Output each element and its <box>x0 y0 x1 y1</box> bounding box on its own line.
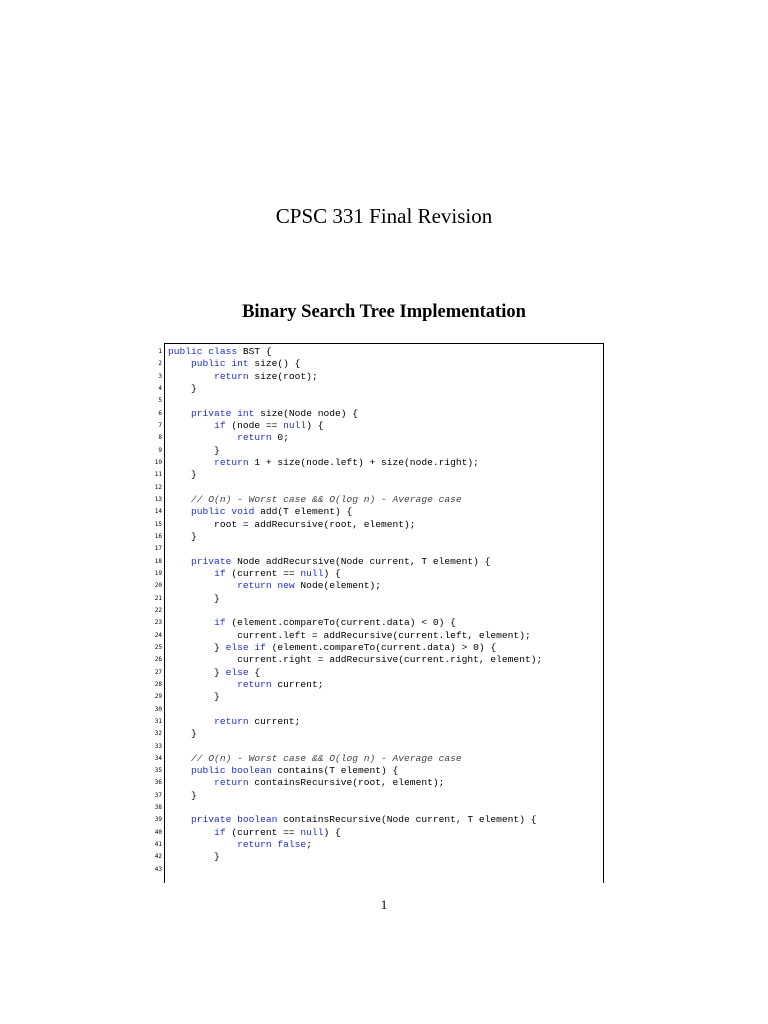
code-text: (current == <box>225 567 301 579</box>
line-number: 40 <box>154 828 162 836</box>
line-number: 19 <box>154 569 162 577</box>
line-number: 29 <box>154 693 162 701</box>
code-keyword: return <box>214 456 249 468</box>
code-text: } <box>168 382 197 394</box>
code-text: } <box>168 691 220 703</box>
code-text <box>168 358 191 369</box>
code-text: add(T element) { <box>254 506 353 518</box>
code-line <box>168 617 604 629</box>
code-text: BST { <box>237 346 272 357</box>
code-keyword: return <box>237 432 272 444</box>
line-number: 25 <box>154 643 162 651</box>
line-number: 24 <box>154 631 162 639</box>
line-number: 39 <box>154 816 162 824</box>
code-text: } <box>168 666 226 678</box>
code-keyword: else if <box>225 641 266 653</box>
code-keyword: return new <box>237 580 295 592</box>
code-comment: // O(n) - Worst case && O(log n) - Average case <box>191 493 462 505</box>
line-number: 10 <box>154 458 162 466</box>
line-number: 27 <box>154 668 162 676</box>
line-number-gutter <box>132 346 162 876</box>
code-text: (element.compareTo(current.data) < 0) { <box>225 617 456 629</box>
code-line <box>168 469 604 481</box>
code-line <box>168 346 604 358</box>
code-text <box>168 408 191 419</box>
code-keyword: return <box>237 678 272 690</box>
code-line <box>168 814 604 826</box>
code-line <box>168 494 604 506</box>
line-number: 9 <box>158 446 162 454</box>
code-line <box>168 716 604 728</box>
line-number: 37 <box>154 791 162 799</box>
line-number: 28 <box>154 680 162 688</box>
code-text: Node(element); <box>294 580 382 592</box>
code-keyword: private <box>191 555 232 567</box>
code-line <box>168 753 604 765</box>
code-line <box>168 741 604 753</box>
line-number: 22 <box>154 606 162 614</box>
code-line <box>168 358 604 370</box>
code-text <box>168 679 237 690</box>
code-text <box>168 617 214 628</box>
code-line <box>168 777 604 789</box>
code-line <box>168 864 604 876</box>
line-number: 30 <box>154 705 162 713</box>
page-number: 1 <box>380 897 388 912</box>
code-line <box>168 605 604 617</box>
line-number: 5 <box>158 397 162 405</box>
code-text: } <box>168 530 197 542</box>
code-text <box>168 506 191 517</box>
code-line <box>168 395 604 407</box>
code-text <box>168 827 214 838</box>
line-number: 2 <box>158 360 162 368</box>
code-keyword: return <box>214 715 249 727</box>
code-line <box>168 580 604 592</box>
code-text: ) { <box>323 567 341 579</box>
line-number: 43 <box>154 865 162 873</box>
code-text: current; <box>271 678 324 690</box>
line-number: 11 <box>154 471 162 479</box>
code-keyword: private boolean <box>191 814 278 826</box>
code-listing <box>168 346 604 876</box>
code-text <box>168 568 214 579</box>
code-line <box>168 765 604 777</box>
line-number: 4 <box>158 384 162 392</box>
code-keyword: return <box>214 777 249 789</box>
code-text: (current == <box>225 826 301 838</box>
section-title: Binary Search Tree Implementation <box>242 302 526 322</box>
code-line <box>168 482 604 494</box>
code-line <box>168 851 604 863</box>
code-text <box>168 457 214 468</box>
line-number: 34 <box>154 754 162 762</box>
code-line <box>168 654 604 666</box>
line-number: 20 <box>154 582 162 590</box>
code-line <box>168 630 604 642</box>
code-line <box>168 371 604 383</box>
code-keyword: else <box>225 666 249 678</box>
code-comment: // O(n) - Worst case && O(log n) - Average case <box>191 752 462 764</box>
line-number: 7 <box>158 421 162 429</box>
code-line <box>168 679 604 691</box>
code-text: } <box>168 641 226 653</box>
code-text <box>168 716 214 727</box>
code-line <box>168 642 604 654</box>
code-line <box>168 691 604 703</box>
code-text: root = addRecursive(root, element); <box>168 518 416 530</box>
code-line <box>168 445 604 457</box>
line-number: 3 <box>158 372 162 380</box>
code-text <box>168 839 237 850</box>
code-text: ; <box>306 839 312 851</box>
code-line <box>168 568 604 580</box>
code-text: (element.compareTo(current.data) > 0) { <box>265 641 497 653</box>
code-text: current.right = addRecursive(current.right, element); <box>168 654 543 666</box>
code-text <box>168 777 214 788</box>
code-keyword: if <box>214 419 226 431</box>
code-line <box>168 519 604 531</box>
code-keyword: if <box>214 567 226 579</box>
code-line <box>168 839 604 851</box>
code-text: (node == <box>225 419 284 431</box>
code-line <box>168 593 604 605</box>
code-line <box>168 802 604 814</box>
code-text: size(Node node) { <box>254 407 359 419</box>
code-text <box>168 556 191 567</box>
code-text: containsRecursive(root, element); <box>248 777 445 789</box>
line-number: 33 <box>154 742 162 750</box>
code-keyword: private int <box>191 407 255 419</box>
code-keyword: if <box>214 617 226 629</box>
code-keyword: return <box>214 370 249 382</box>
code-line <box>168 531 604 543</box>
line-number: 42 <box>154 853 162 861</box>
code-text: containsRecursive(Node current, T element) { <box>277 814 537 826</box>
code-line <box>168 432 604 444</box>
code-line <box>168 667 604 679</box>
line-number: 12 <box>154 483 162 491</box>
code-line <box>168 420 604 432</box>
line-number: 23 <box>154 619 162 627</box>
code-line <box>168 383 604 395</box>
document-title: CPSC 331 Final Revision <box>275 204 493 228</box>
code-keyword: null <box>283 419 307 431</box>
line-number: 18 <box>154 557 162 565</box>
code-text <box>168 765 191 776</box>
code-text: } <box>168 592 220 604</box>
line-number: 31 <box>154 717 162 725</box>
line-number: 1 <box>158 348 162 355</box>
code-text: contains(T element) { <box>271 765 399 777</box>
code-text: Node addRecursive(Node current, T element) { <box>231 555 491 567</box>
code-text <box>168 753 191 764</box>
line-number: 21 <box>154 594 162 602</box>
code-keyword: public class <box>168 346 238 357</box>
code-keyword: null <box>300 826 324 838</box>
code-line <box>168 556 604 568</box>
line-number: 14 <box>154 508 162 516</box>
code-text: ) { <box>306 419 324 431</box>
code-text: ) { <box>323 826 341 838</box>
code-text <box>168 814 191 825</box>
code-line <box>168 728 604 740</box>
line-number: 16 <box>154 532 162 540</box>
code-text: current; <box>248 715 301 727</box>
code-text: current.left = addRecursive(current.left, element); <box>168 629 531 641</box>
code-text <box>168 420 214 431</box>
code-line <box>168 506 604 518</box>
line-number: 41 <box>154 841 162 849</box>
code-line <box>168 457 604 469</box>
code-text <box>168 371 214 382</box>
code-line <box>168 408 604 420</box>
code-keyword: public boolean <box>191 765 272 777</box>
code-text <box>168 494 191 505</box>
code-text: } <box>168 728 197 740</box>
line-number: 26 <box>154 656 162 664</box>
code-text <box>168 432 237 443</box>
code-keyword: if <box>214 826 226 838</box>
code-line <box>168 543 604 555</box>
code-keyword: public void <box>191 506 255 518</box>
code-keyword: null <box>300 567 324 579</box>
code-text: 0; <box>271 432 289 444</box>
code-text: size(root); <box>248 370 318 382</box>
line-number: 36 <box>154 779 162 787</box>
line-number: 17 <box>154 545 162 553</box>
code-keyword: public int <box>191 358 249 370</box>
code-text: } <box>168 789 197 801</box>
line-number: 38 <box>154 804 162 812</box>
line-number: 32 <box>154 730 162 738</box>
line-number: 6 <box>158 409 162 417</box>
line-number: 15 <box>154 520 162 528</box>
code-text: } <box>168 851 220 863</box>
line-number: 13 <box>154 495 162 503</box>
code-keyword: return false <box>237 839 307 851</box>
code-text <box>168 580 237 591</box>
code-line <box>168 704 604 716</box>
code-text: { <box>248 666 261 678</box>
line-number: 35 <box>154 767 162 775</box>
code-line <box>168 790 604 802</box>
code-line <box>168 827 604 839</box>
code-text: 1 + size(node.left) + size(node.right); <box>248 456 479 468</box>
code-text: } <box>168 469 197 481</box>
code-text: } <box>168 444 220 456</box>
line-number: 8 <box>158 434 162 442</box>
code-text: size() { <box>248 358 301 370</box>
